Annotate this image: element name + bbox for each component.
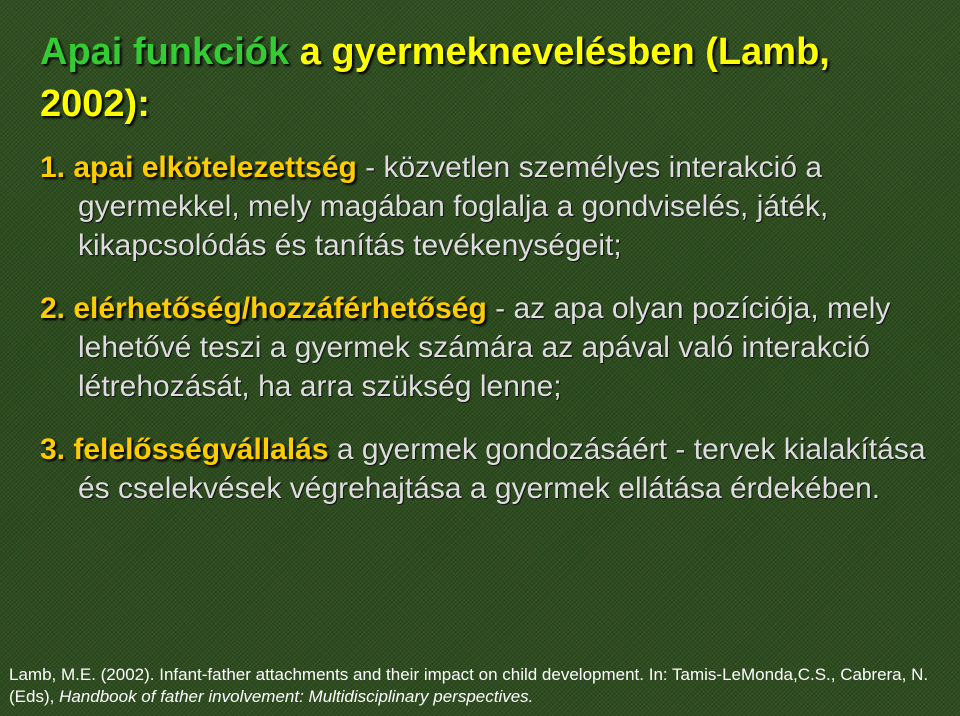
item-number: 2. <box>40 292 66 325</box>
item-term: elérhetőség/hozzáférhetőség <box>73 292 487 325</box>
reference-citation <box>9 664 954 708</box>
item-description: - az apa olyan pozíciója, mely lehetővé teszi a gyermek számára az apával való interakció létrehozását, ha arra szükség lenne; <box>78 292 891 403</box>
title-rest: a gyermeknevelésben (Lamb, 2002): <box>40 31 830 125</box>
reference-book-title: Handbook of father involvement: Multidisciplinary perspectives. <box>59 687 534 706</box>
item-description: - közvetlen személyes interakció a gyermekkel, mely magában foglalja a gondviselés, játék, kikapcsolódás és tanítás tevékenységeit; <box>78 151 829 262</box>
reference-text: Lamb, M.E. (2002). Infant-father attachments and their impact on child development. In: Tamis-LeMonda,C.S., Cabrera, N. (Eds), <box>9 665 929 706</box>
item-number: 1. <box>40 151 66 184</box>
slide-title <box>40 26 940 130</box>
list-item-accessibility <box>40 289 930 406</box>
functions-list <box>40 148 930 508</box>
item-number: 3. <box>40 433 66 466</box>
list-item-commitment <box>40 148 930 265</box>
title-accent: Apai funkciók <box>40 31 290 73</box>
item-term: apai elkötelezettség <box>73 151 357 184</box>
item-description: a gyermek gondozásáért - tervek kialakítása és cselekvések végrehajtása a gyermek ellátása érdekében. <box>78 433 926 505</box>
list-item-responsibility <box>40 430 930 508</box>
item-term: felelősségvállalás <box>73 433 329 466</box>
